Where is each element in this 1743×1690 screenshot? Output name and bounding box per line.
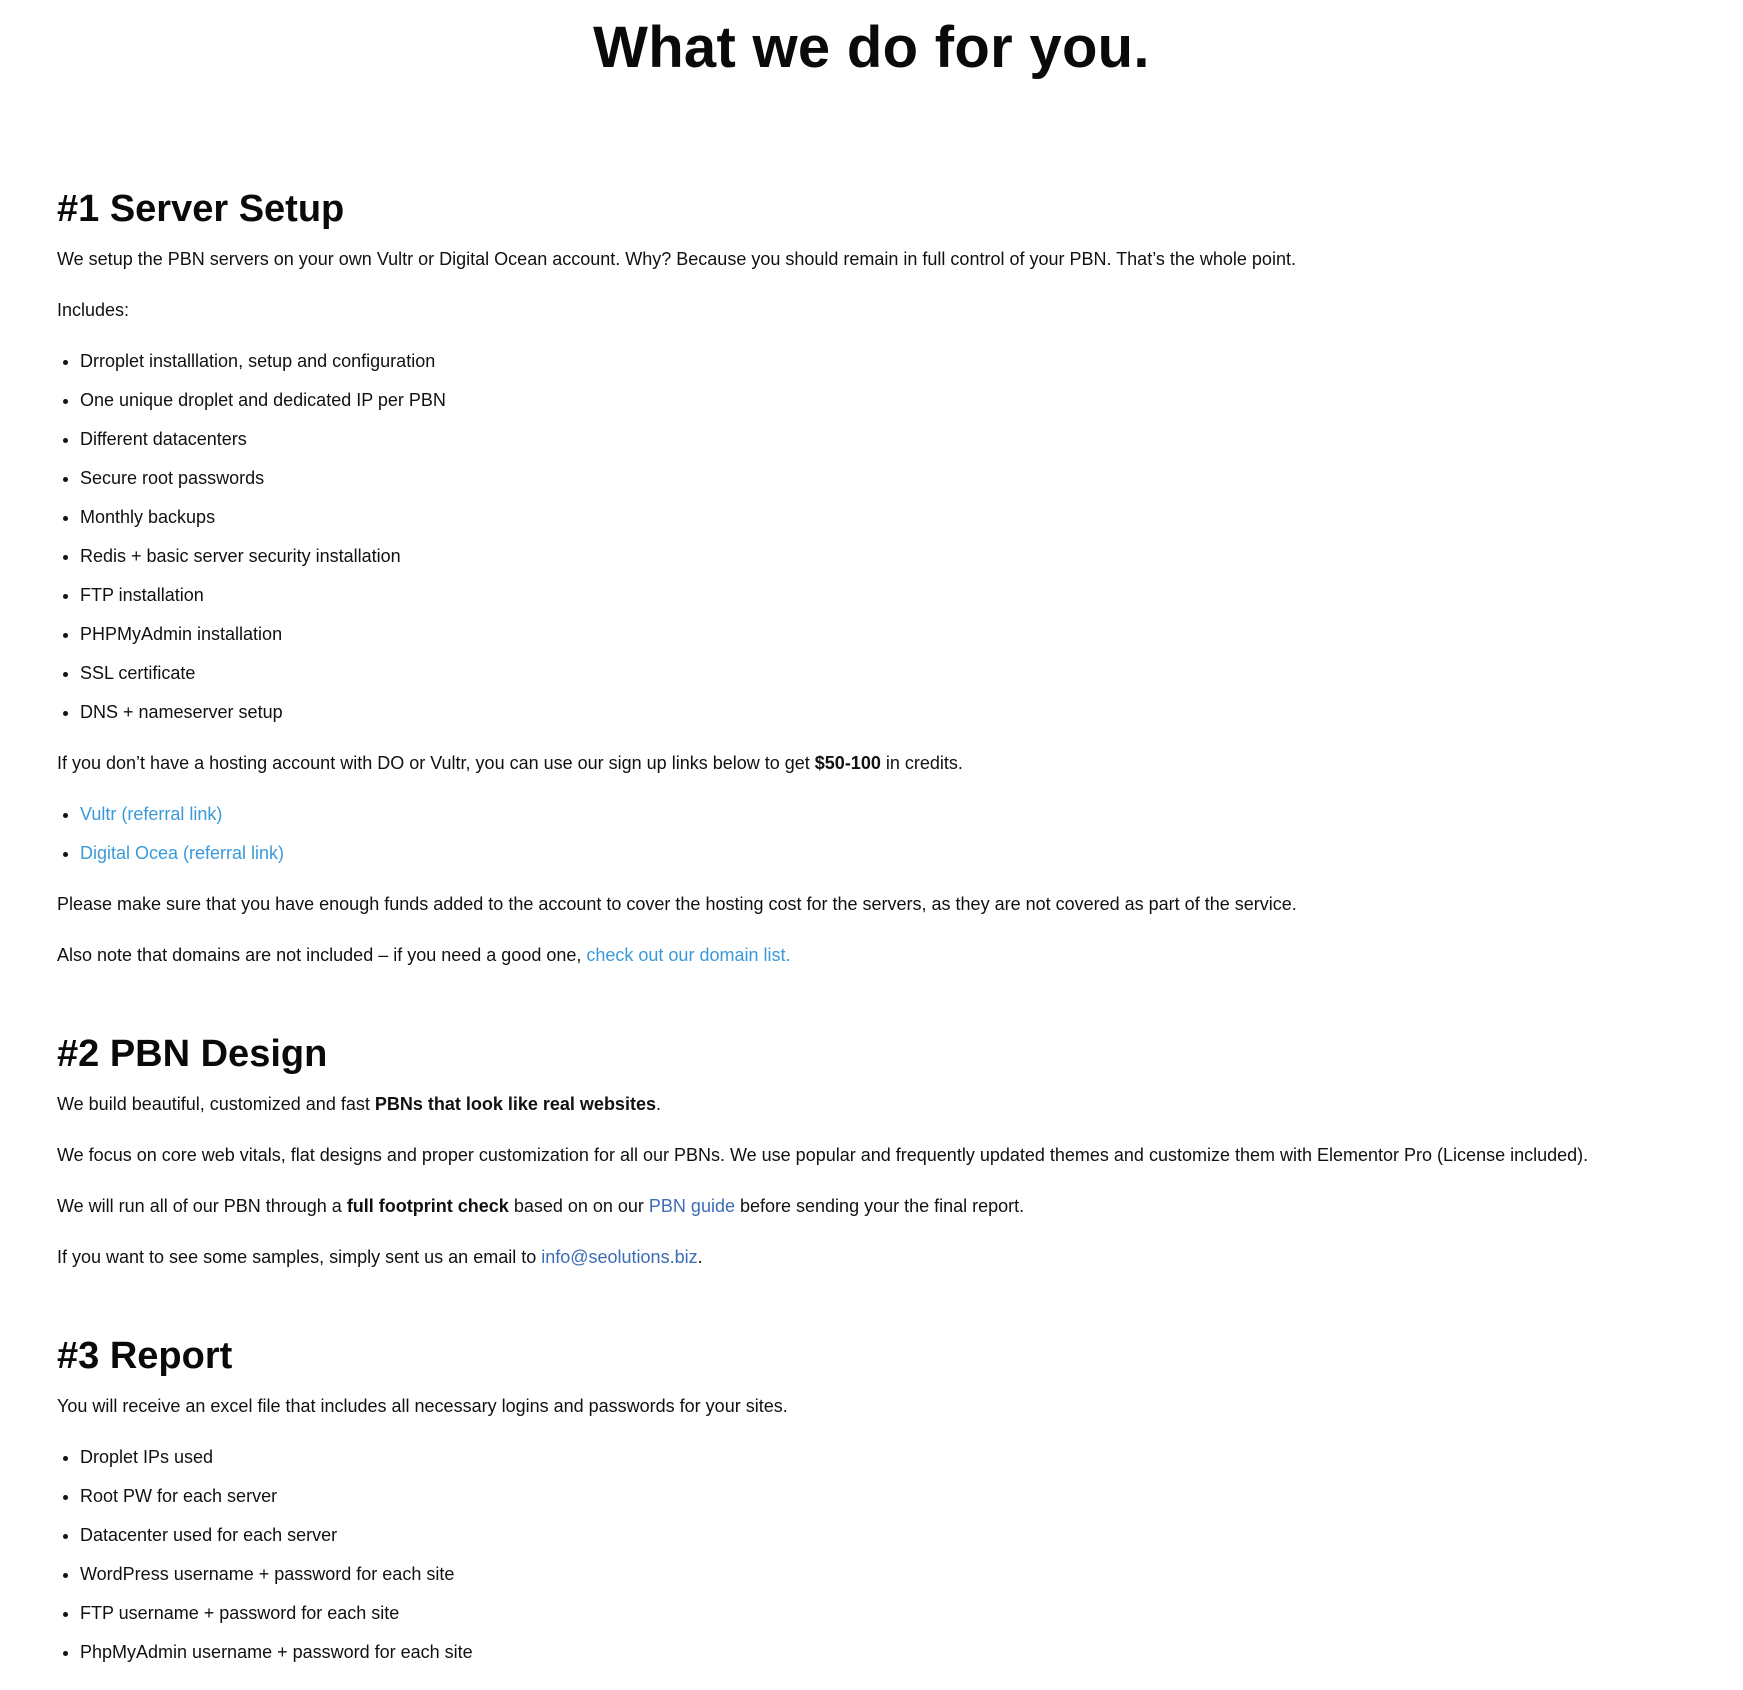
funds-note: Please make sure that you have enough funds added to the account to cover the hosting cost for the servers, as they are not covered as part of the service.	[57, 894, 1297, 914]
digital-ocean-referral-link[interactable]: Digital Ocea (referral link)	[80, 843, 285, 863]
referral-links-list	[57, 801, 1697, 867]
report-list	[57, 1444, 1697, 1666]
list-item: Monthly backups	[80, 504, 1697, 531]
section-heading-pbn-design: #2 PBN Design	[57, 1033, 328, 1075]
credits-text-pre: If you don’t have a hosting account with DO or Vultr, you can use our sign up links below to get	[57, 753, 815, 773]
section-heading-report: #3 Report	[57, 1335, 233, 1377]
pbn-guide-link[interactable]: PBN guide	[648, 1196, 735, 1216]
list-item: SSL certificate	[80, 660, 1697, 687]
list-item: FTP username + password for each site	[80, 1600, 1697, 1627]
run-text-pre: We will run all of our PBN through a	[57, 1196, 347, 1216]
list-item	[80, 840, 1697, 867]
list-item: FTP installation	[80, 582, 1697, 609]
list-item: Root PW for each server	[80, 1483, 1697, 1510]
run-text-post: before sending your the final report.	[734, 1196, 1025, 1216]
list-item: One unique droplet and dedicated IP per PBN	[80, 387, 1697, 414]
list-item: PHPMyAdmin installation	[80, 621, 1697, 648]
list-item: WordPress username + password for each site	[80, 1561, 1697, 1588]
section-pbn-design	[57, 1031, 1697, 1271]
section-report	[57, 1333, 1697, 1666]
credits-text-post: in credits.	[880, 753, 963, 773]
samples-text-pre: If you want to see some samples, simply sent us an email to	[57, 1247, 542, 1267]
domain-list-link[interactable]: check out our domain list.	[586, 945, 791, 965]
list-item: Secure root passwords	[80, 465, 1697, 492]
domains-note	[57, 942, 1697, 969]
list-item: DNS + nameserver setup	[80, 699, 1697, 726]
build-text-pre: We build beautiful, customized and fast	[57, 1094, 375, 1114]
list-item: PhpMyAdmin username + password for each site	[80, 1639, 1697, 1666]
section-heading-server-setup: #1 Server Setup	[57, 188, 345, 230]
list-item: Different datacenters	[80, 426, 1697, 453]
server-setup-list	[57, 348, 1697, 726]
focus-paragraph: We focus on core web vitals, flat designs and proper customization for all our PBNs. We use popular and frequently updated themes and customize them with Elementor Pro (License included).	[57, 1145, 1589, 1165]
main-content	[57, 186, 1697, 1690]
vultr-referral-link[interactable]: Vultr (referral link)	[80, 804, 223, 824]
list-item: Datacenter used for each server	[80, 1522, 1697, 1549]
list-item: Drroplet installlation, setup and configuration	[80, 348, 1697, 375]
run-text-mid: based on on our	[508, 1196, 649, 1216]
page-title: What we do for you.	[593, 15, 1150, 80]
run-text-bold: full footprint check	[346, 1196, 509, 1216]
build-paragraph	[57, 1091, 1697, 1118]
email-link[interactable]: info@seolutions.biz	[541, 1247, 698, 1267]
list-item: Droplet IPs used	[80, 1444, 1697, 1471]
section-server-setup	[57, 186, 1697, 969]
domains-text: Also note that domains are not included – if you need a good one,	[57, 945, 587, 965]
samples-paragraph	[57, 1244, 1697, 1271]
build-text-bold: PBNs that look like real websites	[374, 1094, 656, 1114]
report-intro: You will receive an excel file that includes all necessary logins and passwords for your sites.	[57, 1396, 788, 1416]
includes-label: Includes:	[57, 300, 130, 320]
build-text-post: .	[655, 1094, 661, 1114]
credits-amount: $50-100	[814, 753, 881, 773]
samples-text-post: .	[697, 1247, 703, 1267]
list-item: Redis + basic server security installation	[80, 543, 1697, 570]
credits-paragraph	[57, 750, 1697, 777]
footprint-paragraph	[57, 1193, 1697, 1220]
server-setup-intro: We setup the PBN servers on your own Vultr or Digital Ocean account. Why? Because you should remain in full control of your PBN. That’s the whole point.	[57, 249, 1296, 269]
list-item	[80, 801, 1697, 828]
